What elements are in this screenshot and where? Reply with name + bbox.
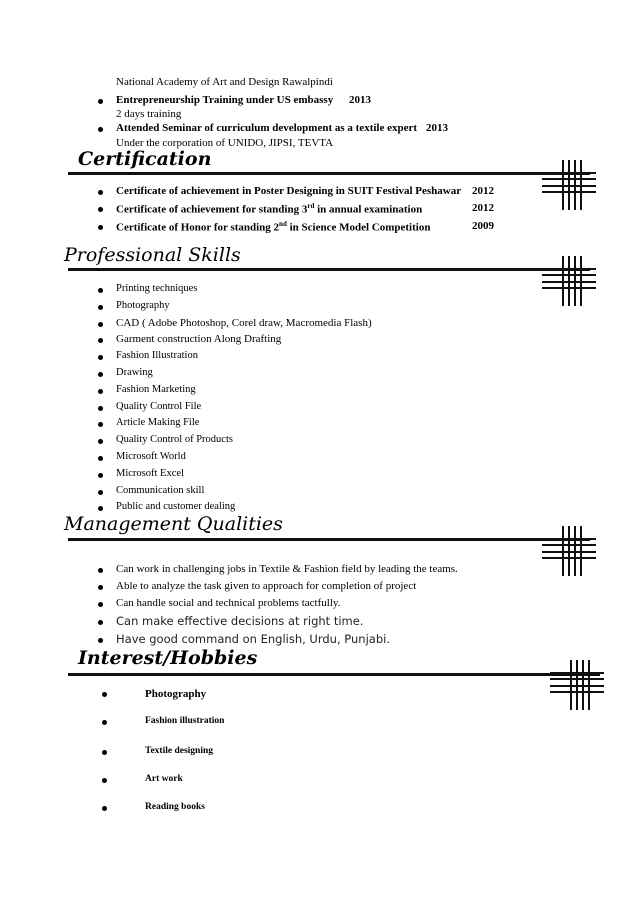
bullet-icon (98, 422, 103, 427)
bullet-icon (98, 355, 103, 360)
bullet-icon (98, 620, 103, 625)
bullet-icon (98, 506, 103, 511)
hash-ornament-icon (542, 160, 596, 210)
hobby-item: Reading books (145, 802, 205, 812)
hobby-item: Textile designing (145, 746, 214, 756)
hobby-item: Fashion illustration (145, 716, 225, 726)
section-divider (68, 673, 600, 676)
section-divider (68, 538, 590, 541)
bullet-icon (98, 338, 103, 343)
corporation-line: Under the corporation of UNIDO, JIPSI, TEVTA (116, 137, 334, 149)
bullet-icon (98, 225, 103, 230)
certification-heading: Certification (78, 148, 212, 170)
skill-item: Fashion Illustration (116, 350, 198, 362)
bullet-icon (102, 778, 107, 783)
cert-year: 2012 (472, 185, 494, 197)
management-item: Able to analyze the task given to approach for completion of project (116, 580, 417, 592)
management-item: Can handle social and technical problems tactfully. (116, 597, 341, 609)
bullet-icon (98, 207, 103, 212)
skill-item: Quality Control File (116, 400, 202, 412)
skill-item: Printing techniques (116, 283, 198, 294)
cert-item: Certificate of Honor for standing 2nd in Science Model Competition (116, 220, 431, 234)
hash-ornament-icon (550, 660, 604, 710)
management-item: Can work in challenging jobs in Textile & Fashion field by leading the teams. (116, 563, 458, 575)
bullet-icon (102, 750, 107, 755)
management-item: Have good command on English, Urdu, Punjabi. (116, 632, 390, 646)
hobby-item: Art work (145, 774, 183, 784)
cert-year: 2009 (472, 220, 494, 232)
management-heading: Management Qualities (64, 513, 283, 535)
skill-item: Microsoft Excel (116, 467, 184, 479)
bullet-icon (98, 99, 103, 104)
bullet-icon (98, 439, 103, 444)
bullet-icon (98, 473, 103, 478)
cert-year: 2012 (472, 202, 494, 214)
skill-item: Microsoft World (116, 451, 186, 462)
bullet-icon (98, 372, 103, 377)
skill-item: Public and customer dealing (116, 501, 236, 513)
bullet-icon (98, 288, 103, 293)
skill-item: Communication skill (116, 484, 205, 496)
cert-item: Certificate of achievement in Poster Designing in SUIT Festival Peshawar (116, 185, 462, 197)
bullet-icon (98, 602, 103, 607)
bullet-icon (98, 406, 103, 411)
skill-item: Article Making File (116, 417, 200, 429)
skill-item: Fashion Marketing (116, 383, 196, 395)
hash-ornament-icon (542, 526, 596, 576)
bullet-icon (98, 322, 103, 327)
bullet-icon (98, 389, 103, 394)
entrepreneurship-text: Entrepreneurship Training under US embassy (116, 94, 334, 106)
bullet-icon (98, 456, 103, 461)
skill-item: Drawing (116, 367, 153, 378)
academy-line: National Academy of Art and Design Rawalpindi (116, 76, 333, 88)
bullet-icon (98, 568, 103, 573)
seminar-text: Attended Seminar of curriculum development as a textile expert (116, 122, 418, 134)
training-days: 2 days training (116, 108, 182, 120)
management-item: Can make effective decisions at right time. (116, 614, 364, 628)
hash-ornament-icon (542, 256, 596, 306)
bullet-icon (102, 806, 107, 811)
hobby-item: Photography (145, 688, 207, 700)
section-divider (68, 172, 590, 175)
bullet-icon (98, 638, 103, 643)
skill-item: Garment construction Along Drafting (116, 333, 282, 346)
bullet-icon (98, 585, 103, 590)
skill-item: Photography (116, 299, 170, 311)
bullet-icon (102, 720, 107, 725)
bullet-icon (102, 692, 107, 697)
seminar-year: 2013 (426, 122, 448, 134)
hobbies-heading: Interest/Hobbies (78, 647, 258, 669)
bullet-icon (98, 305, 103, 310)
bullet-icon (98, 190, 103, 195)
skill-item: CAD ( Adobe Photoshop, Corel draw, Macromedia Flash) (116, 316, 372, 329)
entrepreneurship-year: 2013 (349, 94, 371, 106)
skill-item: Quality Control of Products (116, 434, 233, 446)
skills-heading: Professional Skills (64, 244, 241, 266)
bullet-icon (98, 490, 103, 495)
bullet-icon (98, 127, 103, 132)
section-divider (68, 268, 590, 271)
cert-item: Certificate of achievement for standing 3rd in annual examination (116, 202, 423, 216)
